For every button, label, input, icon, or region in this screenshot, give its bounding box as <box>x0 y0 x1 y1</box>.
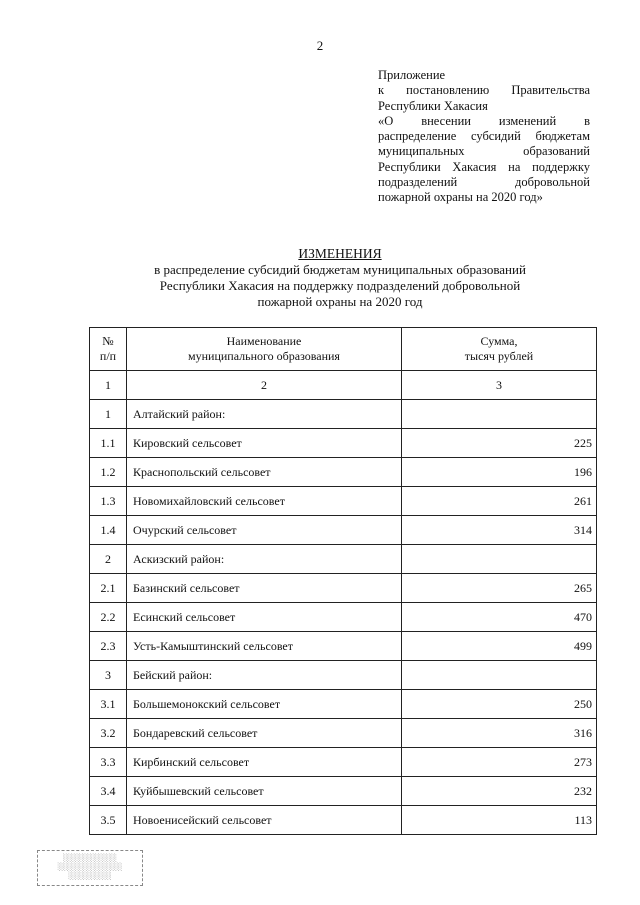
row-name-cell: Новоенисейский сельсовет <box>127 806 402 835</box>
row-num-cell: 3.3 <box>90 748 127 777</box>
row-name-cell: Кирбинский сельсовет <box>127 748 402 777</box>
table-row <box>90 574 597 603</box>
column-index-row <box>90 371 597 400</box>
row-num-cell: 1.2 <box>90 458 127 487</box>
row-sum-cell: 225 <box>402 429 597 458</box>
table-row <box>90 429 597 458</box>
table-row <box>90 748 597 777</box>
row-sum-cell <box>402 545 597 574</box>
row-num-cell: 1.1 <box>90 429 127 458</box>
row-num-cell: 3 <box>90 661 127 690</box>
row-sum-cell: 232 <box>402 777 597 806</box>
appendix-line: «О внесении изменений в <box>378 113 590 128</box>
table-row <box>90 487 597 516</box>
table-row <box>90 516 597 545</box>
row-sum-cell: 261 <box>402 487 597 516</box>
appendix-line: распределение субсидий бюджетам <box>378 129 590 144</box>
index-cell: 2 <box>127 371 402 400</box>
table-row <box>90 719 597 748</box>
table-row <box>90 458 597 487</box>
header-num-line: п/п <box>99 349 117 363</box>
row-name-cell: Большемонокский сельсовет <box>127 690 402 719</box>
table-row <box>90 690 597 719</box>
row-sum-cell: 470 <box>402 603 597 632</box>
row-name-cell: Кировский сельсовет <box>127 429 402 458</box>
table-row <box>90 603 597 632</box>
row-num-cell: 2 <box>90 545 127 574</box>
header-name-line: муниципального образования <box>188 349 340 363</box>
row-num-cell: 2.2 <box>90 603 127 632</box>
table-row <box>90 545 597 574</box>
index-cell: 3 <box>402 371 597 400</box>
row-name-cell: Бондаревский сельсовет <box>127 719 402 748</box>
row-num-cell: 2.1 <box>90 574 127 603</box>
row-name-cell: Алтайский район: <box>127 400 402 429</box>
appendix-line: муниципальных образований <box>378 144 590 159</box>
row-sum-cell: 250 <box>402 690 597 719</box>
table-header-row <box>90 328 597 371</box>
row-name-cell: Новомихайловский сельсовет <box>127 487 402 516</box>
appendix-line: подразделений добровольной <box>378 175 590 190</box>
title-line: в распределение субсидий бюджетам муниципальных образований <box>154 262 526 277</box>
page-number: 2 <box>316 38 324 53</box>
row-name-cell: Куйбышевский сельсовет <box>127 777 402 806</box>
table-row <box>90 632 597 661</box>
row-sum-cell: 314 <box>402 516 597 545</box>
header-name <box>127 328 402 371</box>
table-row <box>90 777 597 806</box>
row-num-cell: 3.1 <box>90 690 127 719</box>
row-sum-cell <box>402 661 597 690</box>
appendix-line: Республики Хакасия на поддержку <box>378 159 590 174</box>
header-sum-line: тысяч рублей <box>464 349 534 363</box>
title-line: Республики Хакасия на поддержку подразделений добровольной <box>159 278 521 293</box>
index-cell: 1 <box>90 371 127 400</box>
row-sum-cell: 273 <box>402 748 597 777</box>
appendix-line: Приложение <box>378 68 446 82</box>
row-sum-cell: 113 <box>402 806 597 835</box>
row-sum-cell: 265 <box>402 574 597 603</box>
header-name-line: Наименование <box>226 334 302 348</box>
row-sum-cell: 196 <box>402 458 597 487</box>
appendix-line: к постановлению Правительства <box>378 83 590 98</box>
table-row <box>90 400 597 429</box>
row-num-cell: 1.3 <box>90 487 127 516</box>
header-sum <box>402 328 597 371</box>
header-sum-line: Сумма, <box>480 334 518 348</box>
watermark-stamp: ░░░░░░░░░░ ░░░░░░░░░░░░ ░░░░░░░░ <box>37 850 143 886</box>
distribution-table <box>89 327 597 835</box>
row-name-cell: Краснопольский сельсовет <box>127 458 402 487</box>
row-name-cell: Базинский сельсовет <box>127 574 402 603</box>
row-num-cell: 1.4 <box>90 516 127 545</box>
row-sum-cell: 499 <box>402 632 597 661</box>
row-num-cell: 3.2 <box>90 719 127 748</box>
row-num-cell: 2.3 <box>90 632 127 661</box>
title-line: пожарной охраны на 2020 год <box>257 294 423 309</box>
appendix-block <box>378 68 590 206</box>
row-num-cell: 1 <box>90 400 127 429</box>
header-num <box>90 328 127 371</box>
row-name-cell: Усть-Камыштинский сельсовет <box>127 632 402 661</box>
row-name-cell: Аскизский район: <box>127 545 402 574</box>
row-name-cell: Есинский сельсовет <box>127 603 402 632</box>
row-num-cell: 3.5 <box>90 806 127 835</box>
appendix-line: Республики Хакасия <box>378 98 488 113</box>
row-num-cell: 3.4 <box>90 777 127 806</box>
table-row <box>90 806 597 835</box>
row-name-cell: Бейский район: <box>127 661 402 690</box>
row-name-cell: Очурский сельсовет <box>127 516 402 545</box>
title-heading: ИЗМЕНЕНИЯ <box>298 246 382 261</box>
table-row <box>90 661 597 690</box>
header-num-line: № <box>102 334 114 348</box>
row-sum-cell <box>402 400 597 429</box>
row-sum-cell: 316 <box>402 719 597 748</box>
document-title <box>120 246 560 310</box>
appendix-line: пожарной охраны на 2020 год» <box>378 190 543 205</box>
